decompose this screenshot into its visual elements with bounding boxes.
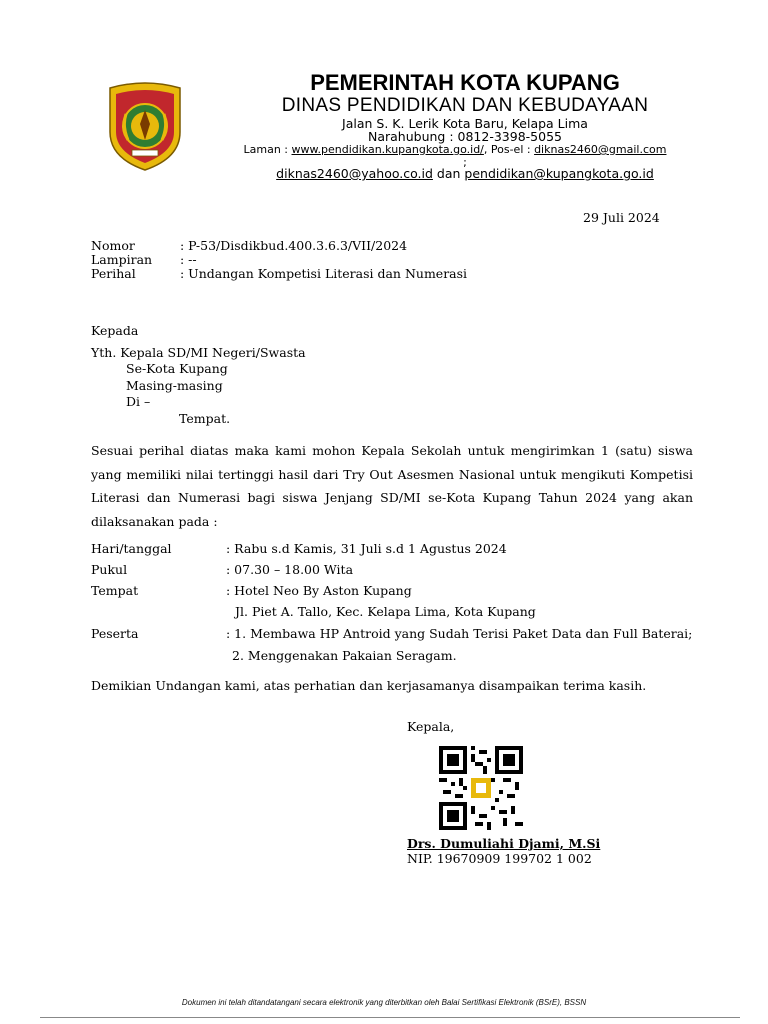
letterhead-web-line [210,143,700,156]
pukul-label: Pukul [91,562,128,577]
city-coat-of-arms-logo [104,80,186,172]
peserta-item-1: : 1. Membawa HP Antroid yang Sudah Terisi Paket Data dan Full Baterai; [226,626,693,641]
email-link-yahoo[interactable]: diknas2460@yahoo.co.id [276,166,433,181]
hari-value: : Rabu s.d Kamis, 31 Juli s.d 1 Agustus 2024 [226,541,507,556]
signature-qr-code [439,746,523,830]
recipient-line3: Masing-masing [126,378,223,393]
letterhead-dept: DINAS PENDIDIKAN DAN KEBUDAYAAN [281,95,649,116]
letterhead-semicolon: ; [463,156,467,169]
hari-label: Hari/tanggal [91,541,172,556]
e-signature-footer-note: Dokumen ini telah ditandatangani secara elektronik yang diterbitkan oleh Balai Sertifikasi Elektronik (BSrE), BSSN [181,998,587,1007]
signer-name: Drs. Dumuliahi Djami, M.Si [407,836,601,851]
signer-nip: NIP. 19670909 199702 1 002 [407,851,592,866]
lampiran-value: : -- [180,252,197,267]
recipient-line5: Tempat. [179,411,231,426]
signature-title: Kepala, [407,719,455,734]
letterhead-org: PEMERINTAH KOTA KUPANG [310,70,620,95]
body-paragraph: Sesuai perihal diatas maka kami mohon Kepala Sekolah untuk mengirimkan 1 (satu) siswa yang memiliki nilai tertinggi hasil dari Try Out Asesmen Nasional untuk mengikuti Kompetisi Literasi dan Numerasi bagi siswa Jenjang SD/MI se-Kota Kupang Tahun 2024 yang akan dilaksanakan pada : [91,443,693,529]
perihal-label: Perihal [91,266,136,281]
recipient-yth: Yth. Kepala SD/MI Negeri/Swasta [91,345,306,360]
email-link-gmail[interactable]: diknas2460@gmail.com [534,143,667,156]
email-and: dan [432,166,465,181]
tempat-value: : Hotel Neo By Aston Kupang [226,583,412,598]
recipient-line2: Se-Kota Kupang [126,361,228,376]
lampiran-label: Lampiran [91,252,153,267]
letterhead-phone: Narahubung : 0812-3398-5055 [368,129,562,144]
footer-divider [40,1017,740,1018]
peserta-label: Peserta [91,626,139,641]
web-link[interactable]: www.pendidikan.kupangkota.go.id/ [291,143,484,156]
email-link-official[interactable]: pendidikan@kupangkota.go.id [464,166,654,181]
closing-text: Demikian Undangan kami, atas perhatian dan kerjasamanya disampaikan terima kasih. [91,678,647,693]
web-label: Laman : [243,143,292,156]
kepada-label: Kepada [91,323,139,338]
email-label: , Pos-el : [483,143,535,156]
nomor-value: : P-53/Disdikbud.400.3.6.3/VII/2024 [180,238,408,253]
pukul-value: : 07.30 – 18.00 Wita [226,562,354,577]
tempat-address: Jl. Piet A. Tallo, Kec. Kelapa Lima, Kota Kupang [235,604,536,619]
tempat-label: Tempat [91,583,139,598]
peserta-item-2: 2. Menggenakan Pakaian Seragam. [232,648,457,663]
recipient-line4: Di – [126,394,151,409]
letter-date: 29 Juli 2024 [583,210,660,225]
letterhead-address: Jalan S. K. Lerik Kota Baru, Kelapa Lima [342,116,588,131]
nomor-label: Nomor [91,238,135,253]
letterhead-email-line [230,166,700,181]
perihal-value: : Undangan Kompetisi Literasi dan Numerasi [180,266,468,281]
